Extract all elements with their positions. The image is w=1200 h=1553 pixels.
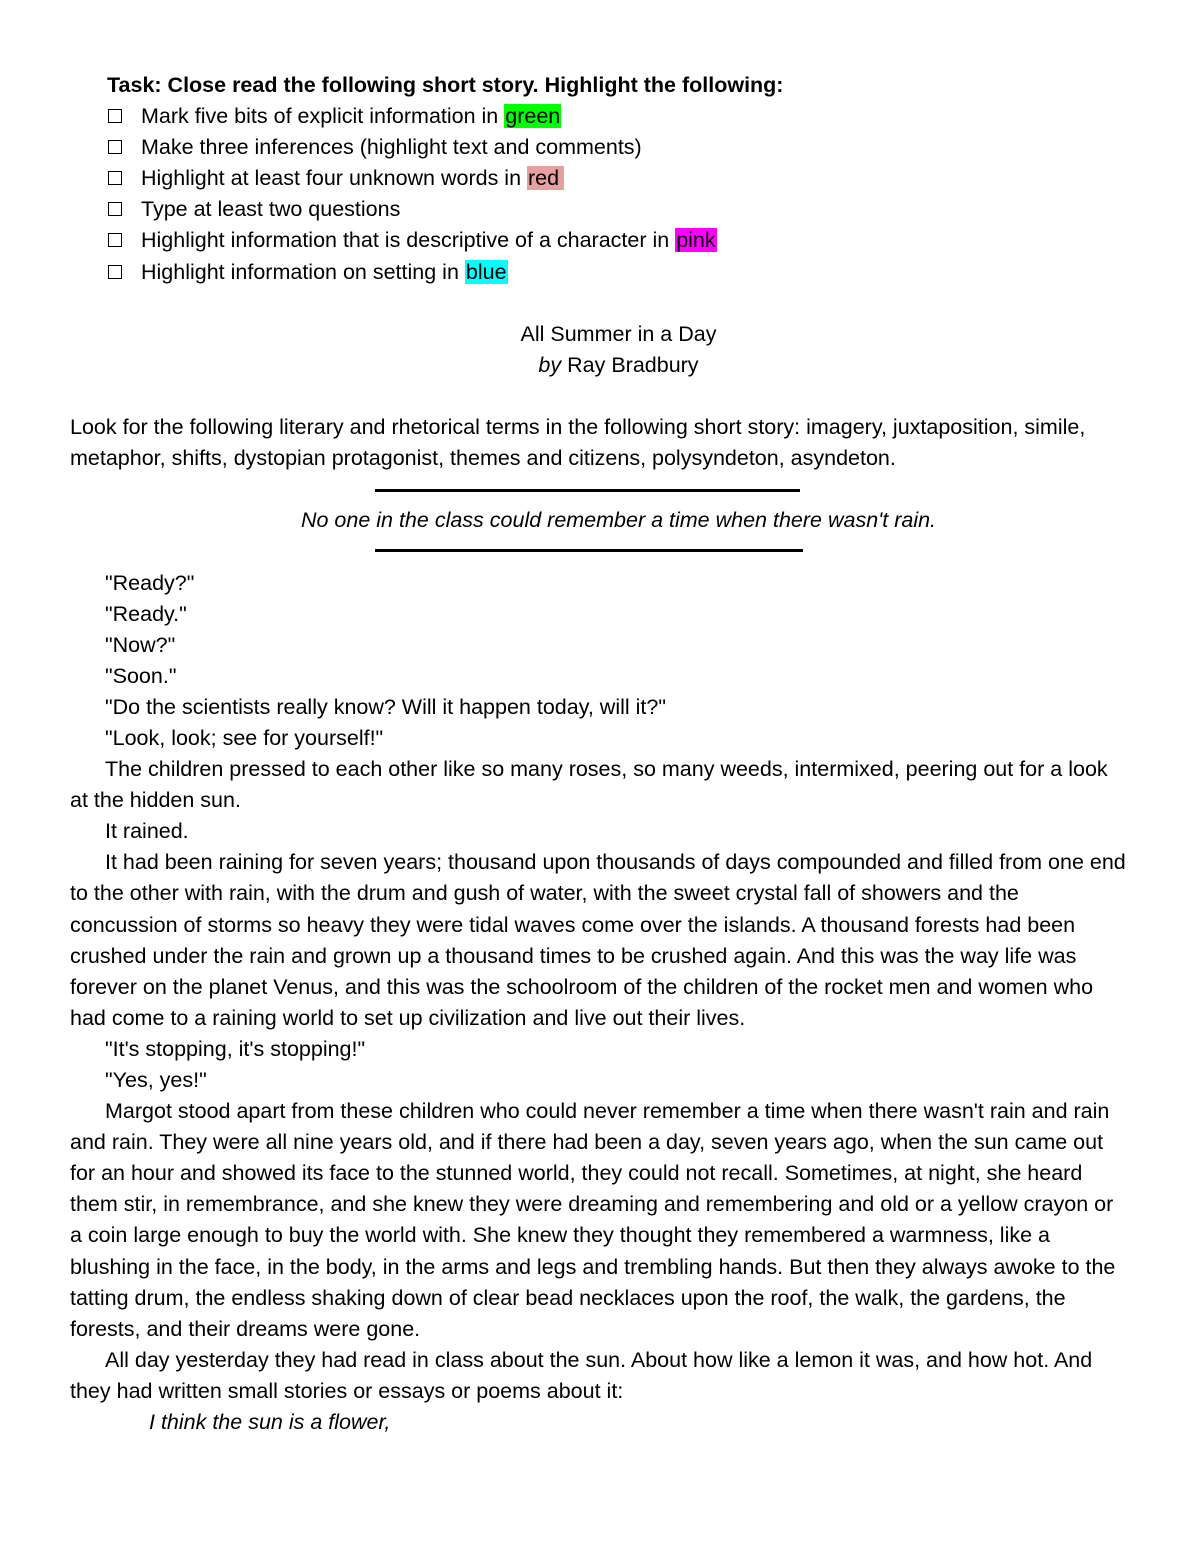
story-paragraph: "Ready?"	[105, 570, 195, 595]
checklist-item-text: Highlight information on setting in	[141, 259, 465, 284]
divider-line	[375, 549, 803, 552]
divider-line	[375, 489, 800, 492]
story-paragraph: "Now?"	[105, 632, 176, 657]
checkbox-icon[interactable]	[108, 171, 122, 185]
checklist-item	[70, 257, 1130, 288]
highlight-green: green	[505, 104, 561, 129]
checkbox-icon[interactable]	[108, 109, 122, 123]
story-paragraph: "Yes, yes!"	[105, 1068, 207, 1092]
story-paragraph: "Do the scientists really know? Will it happen today, will it?"	[105, 694, 666, 719]
task-checklist	[70, 101, 1130, 288]
story-paragraph: "It's stopping, it's stopping!"	[105, 1036, 366, 1061]
checklist-item	[70, 132, 1130, 163]
story-paragraph: "Soon."	[105, 663, 177, 688]
checklist-item-text: Type at least two questions	[141, 197, 401, 222]
checklist-item	[70, 225, 1130, 256]
story-author: Ray Bradbury	[561, 352, 699, 377]
byline-by: by	[538, 352, 562, 377]
highlight-blue: blue	[465, 259, 507, 284]
checkbox-icon[interactable]	[108, 233, 122, 247]
story-paragraph: It had been raining for seven years; thousand upon thousands of days compounded and filled from one end to the other with rain, with the drum and gush of water, with the sweet crystal fall of showers and the concussion of storms so heavy they were tidal waves come over the islands. A thousand forests had been crushed under the rain and grown up a thousand times to be crushed again. And this was the way life was forever on the planet Venus, and this was the schoolroom of the children of the rocket men and women who had come to a raining world to set up civilization and live out their lives.	[70, 850, 1126, 1030]
story-byline	[70, 350, 1130, 381]
checklist-item-text: Highlight at least four unknown words in	[141, 166, 528, 191]
checklist-item-text: Highlight information that is descriptive of a character in	[141, 228, 676, 253]
checklist-item-text: Make three inferences (highlight text and comments)	[141, 135, 642, 160]
story-paragraph: Margot stood apart from these children who could never remember a time when there wasn't rain and rain and rain. They were all nine years old, and if there had been a day, seven years ago, when the sun came out for an hour and showed its face to the stunned world, they could not recall. Sometimes, at night, she heard them stir, in remembrance, and she knew they were dreaming and remembering and old or a yellow crayon or a coin large enough to buy the world with. She knew they thought they remembered a warmness, like a blushing in the face, in the body, in the arms and legs and trembling hands. But then they always awoke to the tatting drum, the endless shaking down of clear bead necklaces upon the roof, the walk, the gardens, the forests, and their dreams were gone.	[70, 1099, 1116, 1341]
highlight-pink: pink	[676, 228, 716, 253]
literary-terms-instructions: Look for the following literary and rhetorical terms in the following short story: imagery, juxtaposition, simile, metaphor, shifts, dystopian protagonist, themes and citizens, polysyndeton, asyndeton.	[70, 415, 1086, 471]
task-title: Task: Close read the following short story. Highlight the following:	[107, 73, 784, 97]
checklist-item	[70, 163, 1130, 194]
story-paragraph: The children pressed to each other like so many roses, so many weeds, intermixed, peering out for a look at the hidden sun.	[70, 757, 1108, 813]
highlight-red: red	[527, 166, 564, 190]
story-body	[70, 568, 1130, 1439]
poem-line: I think the sun is a flower,	[149, 1410, 391, 1435]
story-paragraph: "Look, look; see for yourself!"	[105, 725, 384, 750]
story-paragraph: It rained.	[105, 819, 189, 844]
epigraph: No one in the class could remember a time when there wasn't rain.	[300, 508, 937, 533]
checklist-item-text: Mark five bits of explicit information in	[141, 104, 505, 129]
checklist-item	[70, 101, 1130, 132]
story-title: All Summer in a Day	[520, 321, 717, 346]
checkbox-icon[interactable]	[108, 202, 122, 216]
checkbox-icon[interactable]	[108, 140, 122, 154]
story-paragraph: All day yesterday they had read in class about the sun. About how like a lemon it was, and how hot. And they had written small stories or essays or poems about it:	[70, 1347, 1093, 1403]
checklist-item	[70, 194, 1130, 225]
story-paragraph: "Ready."	[105, 601, 187, 626]
checkbox-icon[interactable]	[108, 265, 122, 279]
document-page	[70, 70, 1130, 1438]
